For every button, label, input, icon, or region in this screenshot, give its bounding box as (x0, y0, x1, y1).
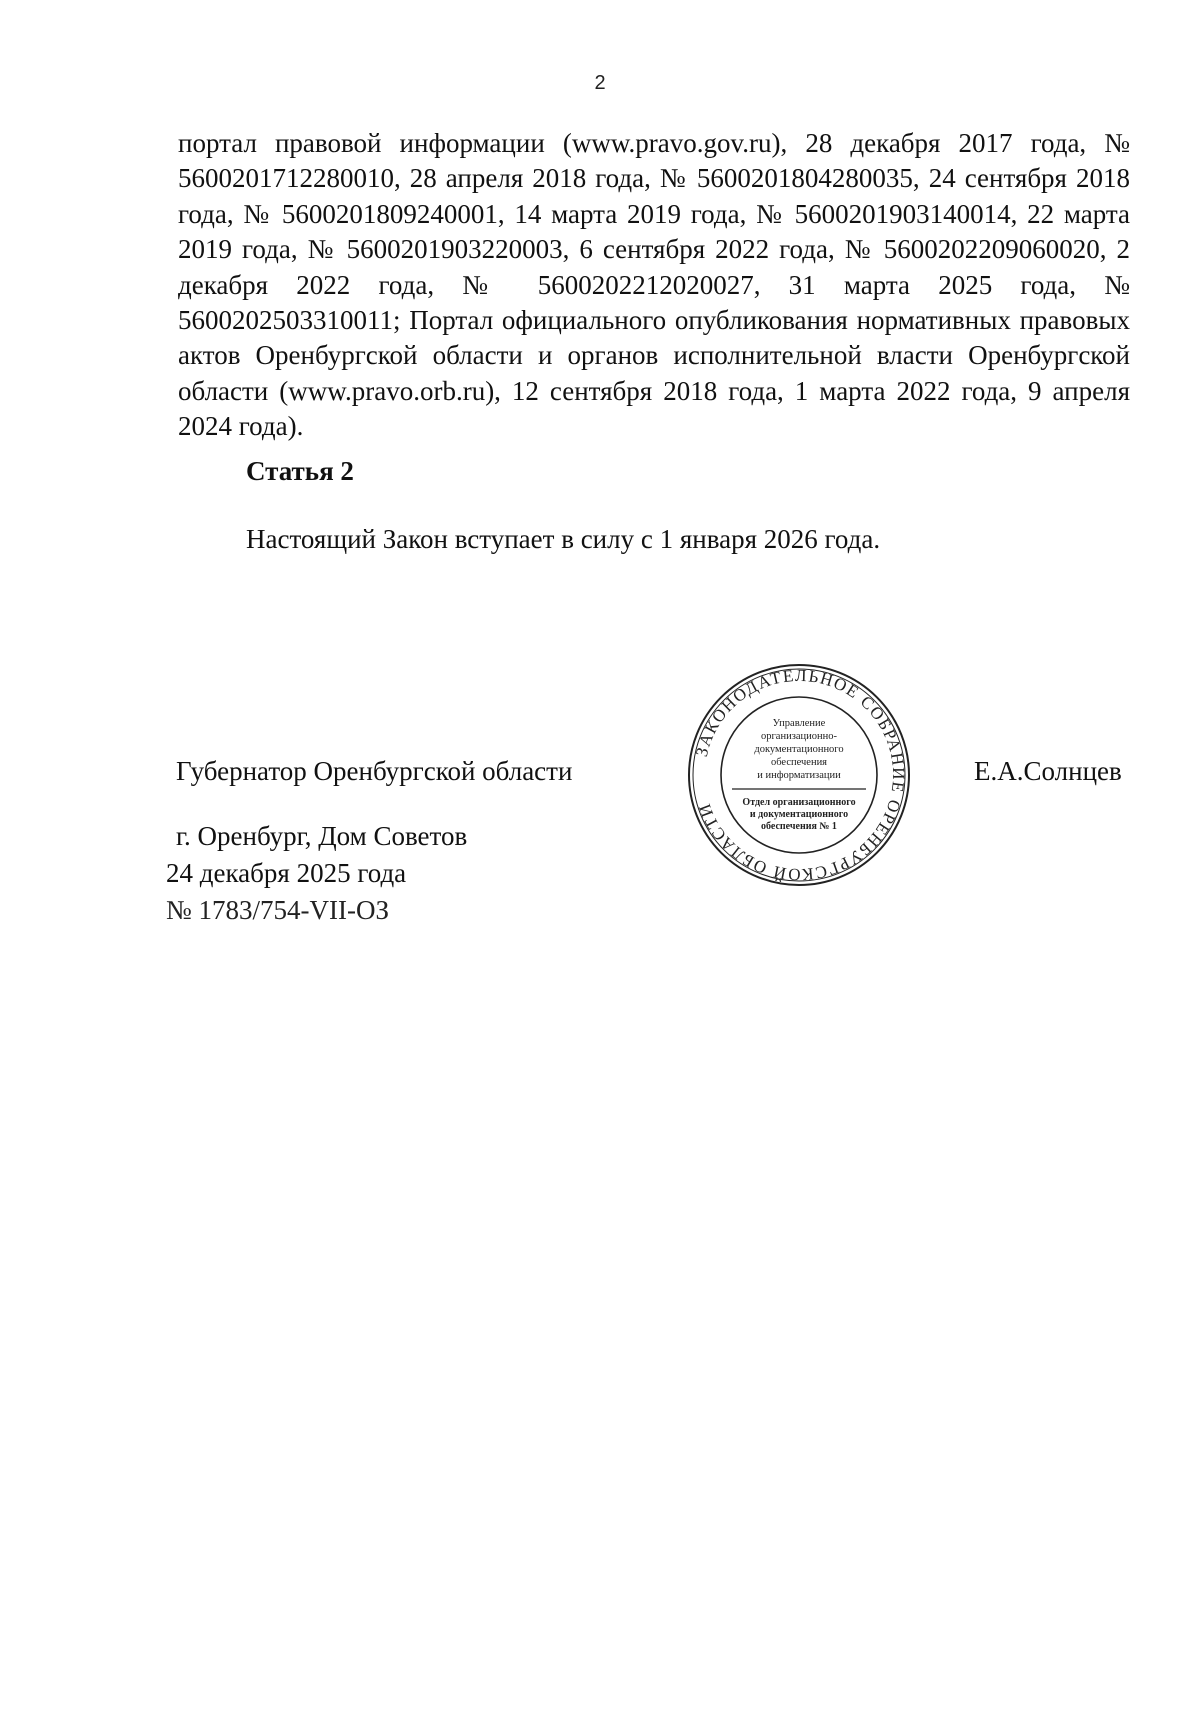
seal-upper-line: Управление (772, 718, 826, 729)
body-paragraph: портал правовой информации (www.pravo.gov.ru), 28 декабря 2017 года, № 5600201712280010, 28 апреля 2018 года, № 5600201804280035, 24 сентября 2018 года, № 5600201809240001, 14 марта 2019 года, № 5600201903140014, 22 марта 2019 года, № 5600201903220003, 6 сентября 2022 года, № 5600202209060020, 2 декабря 2022 года, № 5600202212020027, 31 марта 2025 года, № 5600202503310011; Портал официального опубликования нормативных правовых актов Оренбургской области и органов исполнительной власти Оренбургской области (www.pravo.orb.ru), 12 сентября 2018 года, 1 марта 2022 года, 9 апреля 2024 года). (178, 128, 1130, 442)
seal-upper-text (754, 718, 843, 781)
seal-lower-line: Отдел организационного (742, 797, 856, 808)
article-heading: Статья 2 (246, 456, 354, 486)
seal-ring-text: ЗАКОНОДАТЕЛЬНОЕ СОБРАНИЕ ОРЕНБУРГСКОЙ ОБЛАСТИ (691, 665, 909, 885)
seal-lower-text (742, 797, 855, 832)
seal-lower-line: и документационного (749, 809, 849, 820)
signatory-name: Е.А.Солнцев (974, 756, 1122, 786)
seal-upper-line: и информатизации (757, 770, 841, 781)
article-text: Настоящий Закон вступает в силу с 1 января 2026 года. (246, 524, 881, 554)
document-details (166, 818, 467, 929)
signatory-title: Губернатор Оренбургской области (176, 756, 573, 786)
seal-lower-line: обеспечения № 1 (761, 821, 837, 832)
official-seal-stamp (686, 662, 912, 888)
seal-upper-line: организационно- (761, 731, 837, 742)
page-number: 2 (594, 72, 606, 94)
signing-date: 24 декабря 2025 года (166, 858, 407, 888)
place-of-signing: г. Оренбург, Дом Советов (176, 821, 468, 851)
seal-upper-line: обеспечения (770, 757, 828, 768)
seal-upper-line: документационного (754, 744, 844, 755)
law-number: № 1783/754-VII-ОЗ (166, 895, 390, 925)
